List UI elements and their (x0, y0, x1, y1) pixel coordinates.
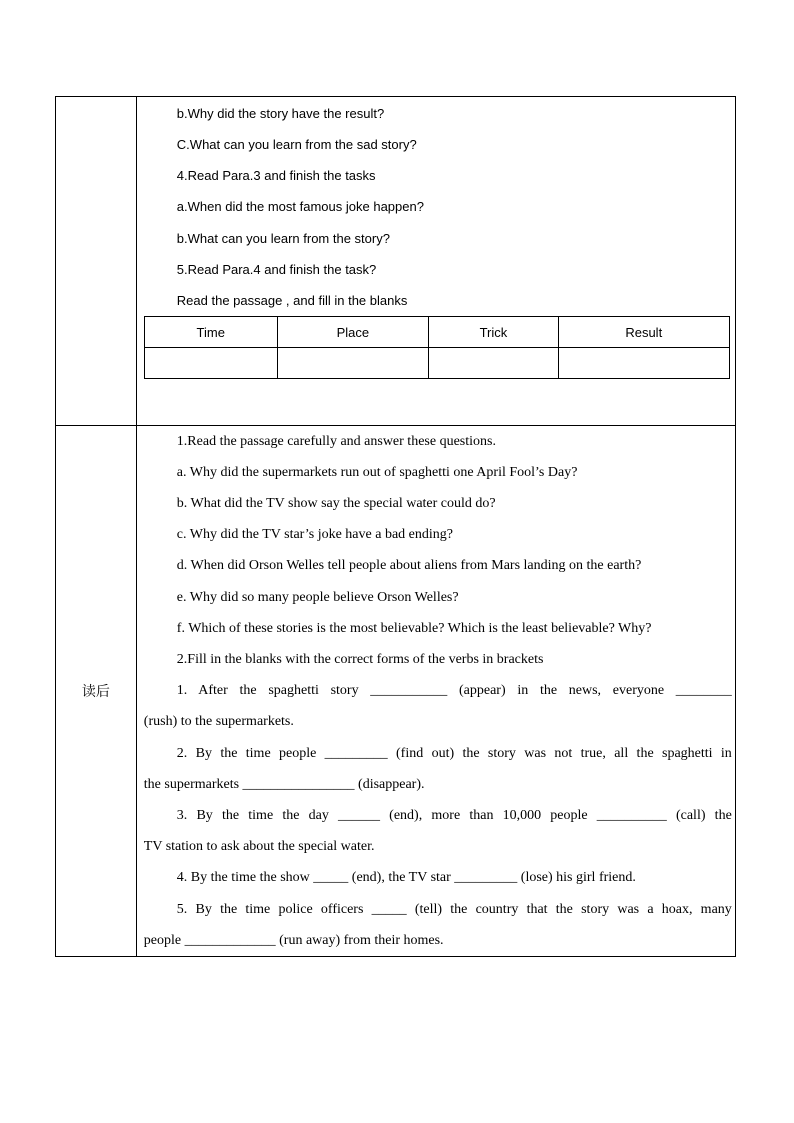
task-heading: 2.Fill in the blanks with the correct forms of the verbs in brackets (176, 652, 544, 667)
section-row-1 (56, 97, 736, 426)
trick-cell[interactable] (429, 348, 559, 379)
exercise-line: 1. After the spaghetti story ___________ (appear) in the news, everyone ________ (176, 683, 732, 698)
task-heading: 1.Read the passage carefully and answer these questions. (176, 434, 496, 449)
column-header-trick: Trick (429, 317, 559, 348)
fill-in-table-row (144, 348, 729, 379)
column-header-result: Result (558, 317, 729, 348)
place-cell[interactable] (277, 348, 428, 379)
section-label-cell (56, 97, 137, 426)
exercise-line-continued: the supermarkets ________________ (disappear). (143, 777, 425, 792)
question-line: b.Why did the story have the result? (176, 106, 385, 121)
question-line: b.What can you learn from the story? (176, 231, 390, 246)
time-cell[interactable] (144, 348, 277, 379)
task-heading: 5.Read Para.4 and finish the task? (176, 262, 377, 277)
section-row-2 (56, 426, 736, 957)
result-cell[interactable] (558, 348, 729, 379)
section-label: 读后 (81, 684, 110, 700)
task-heading: 4.Read Para.3 and finish the tasks (176, 168, 376, 183)
question-line: e. Why did so many people believe Orson Welles? (176, 590, 459, 605)
exercise-line-continued: (rush) to the supermarkets. (143, 714, 294, 729)
fill-in-table (144, 316, 730, 379)
question-line: c. Why did the TV star’s joke have a bad ending? (176, 527, 453, 542)
exercise-line: 2. By the time people _________ (find out) the story was not true, all the spaghetti in (176, 746, 732, 761)
section-content (136, 97, 735, 426)
exercise-line: 4. By the time the show _____ (end), the TV star _________ (lose) his girl friend. (176, 870, 636, 885)
fill-in-table-header (144, 317, 729, 348)
exercise-line: 5. By the time police officers _____ (tell) the country that the story was a hoax, many (176, 902, 732, 917)
instruction-line: Read the passage , and fill in the blanks (176, 293, 408, 308)
column-header-time: Time (144, 317, 277, 348)
question-line: a. Why did the supermarkets run out of spaghetti one April Fool’s Day? (176, 465, 578, 480)
exercise-line-continued: TV station to ask about the special water. (143, 839, 375, 854)
lesson-table (55, 96, 736, 957)
exercise-line: 3. By the time the day ______ (end), more than 10,000 people __________ (call) the (176, 808, 732, 823)
column-header-place: Place (277, 317, 428, 348)
question-line: f. Which of these stories is the most believable? Which is the least believable? Why? (176, 621, 652, 636)
question-line: C.What can you learn from the sad story? (176, 137, 417, 152)
question-line: d. When did Orson Welles tell people about aliens from Mars landing on the earth? (176, 558, 642, 573)
exercise-line-continued: people _____________ (run away) from their homes. (143, 933, 444, 948)
question-line: a.When did the most famous joke happen? (176, 199, 424, 214)
section-content (136, 426, 735, 957)
section-label-cell (56, 426, 137, 957)
question-line: b. What did the TV show say the special water could do? (176, 496, 496, 511)
